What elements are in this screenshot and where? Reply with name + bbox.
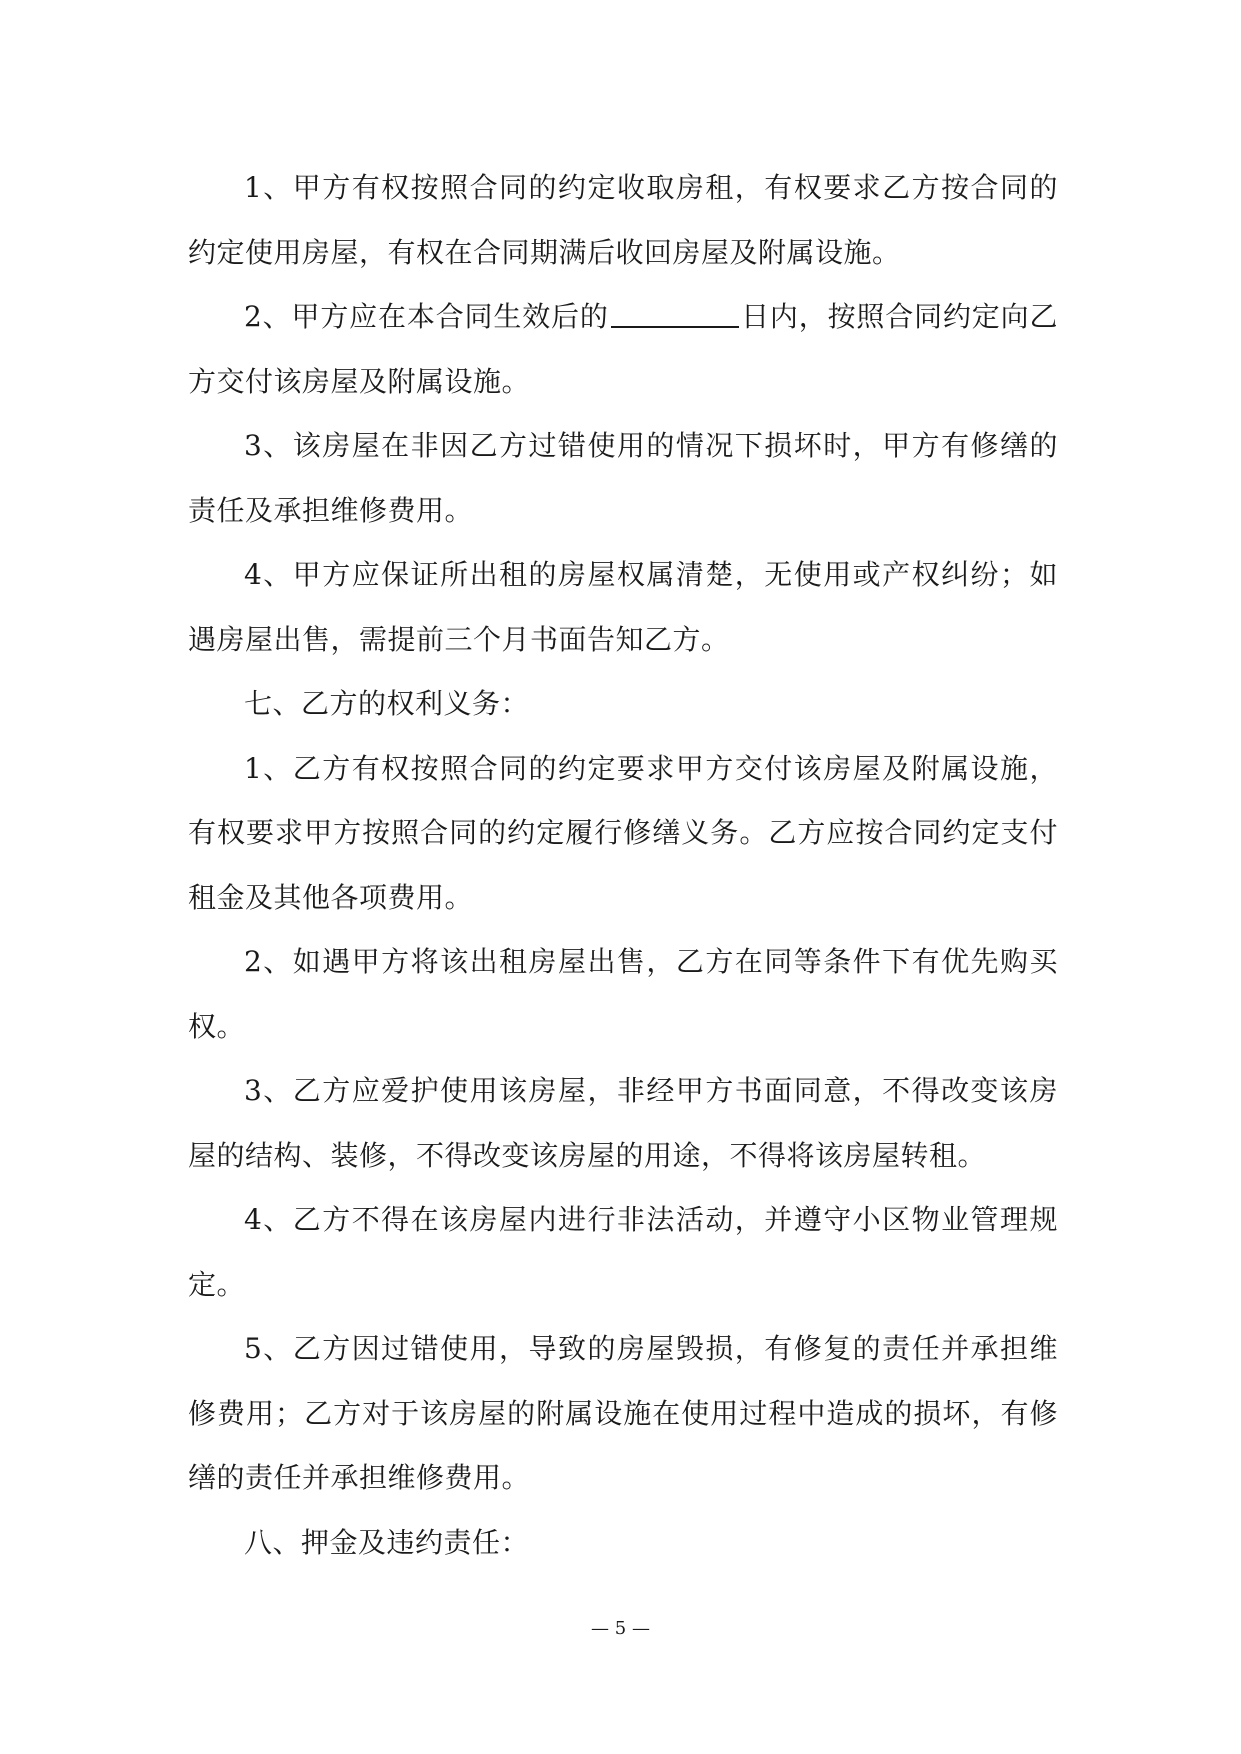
fill-in-blank[interactable]: [611, 296, 739, 328]
clause-paragraph: 5、乙方因过错使用，导致的房屋毁损，有修复的责任并承担维修费用；乙方对于该房屋的附属设施在使用过程中造成的损坏，有修缮的责任并承担维修费用。: [188, 1332, 1058, 1494]
clause-paragraph: 3、乙方应爱护使用该房屋，非经甲方书面同意，不得改变该房屋的结构、装修，不得改变该房屋的用途，不得将该房屋转租。: [188, 1074, 1058, 1172]
clause-paragraph: 4、甲方应保证所出租的房屋权属清楚，无使用或产权纠纷；如遇房屋出售，需提前三个月书面告知乙方。: [188, 558, 1058, 656]
clause-paragraph-with-blank: [188, 285, 1058, 414]
clause-paragraph: 3、该房屋在非因乙方过错使用的情况下损坏时，甲方有修缮的责任及承担维修费用。: [188, 429, 1058, 527]
clause-paragraph: 1、乙方有权按照合同的约定要求甲方交付该房屋及附属设施，有权要求甲方按照合同的约定履行修缮义务。乙方应按合同约定支付租金及其他各项费用。: [188, 751, 1058, 914]
clause-paragraph: 4、乙方不得在该房屋内进行非法活动，并遵守小区物业管理规定。: [188, 1203, 1058, 1301]
clause-paragraph: 1、甲方有权按照合同的约定收取房租，有权要求乙方按合同的约定使用房屋，有权在合同期满后收回房屋及附属设施。: [188, 171, 1058, 269]
clause-text: 日内，按照合同约定向乙方交付该房屋及附属设施。: [188, 300, 1058, 398]
clause-paragraph: 2、如遇甲方将该出租房屋出售，乙方在同等条件下有优先购买权。: [188, 945, 1058, 1043]
clause-text: 2、甲方应在本合同生效后的: [244, 300, 609, 333]
page-number: — 5 —: [591, 1618, 650, 1639]
section-heading: 八、押金及违约责任：: [244, 1525, 530, 1559]
document-body: [188, 156, 1058, 1575]
section-heading: 七、乙方的权利义务：: [244, 687, 530, 720]
